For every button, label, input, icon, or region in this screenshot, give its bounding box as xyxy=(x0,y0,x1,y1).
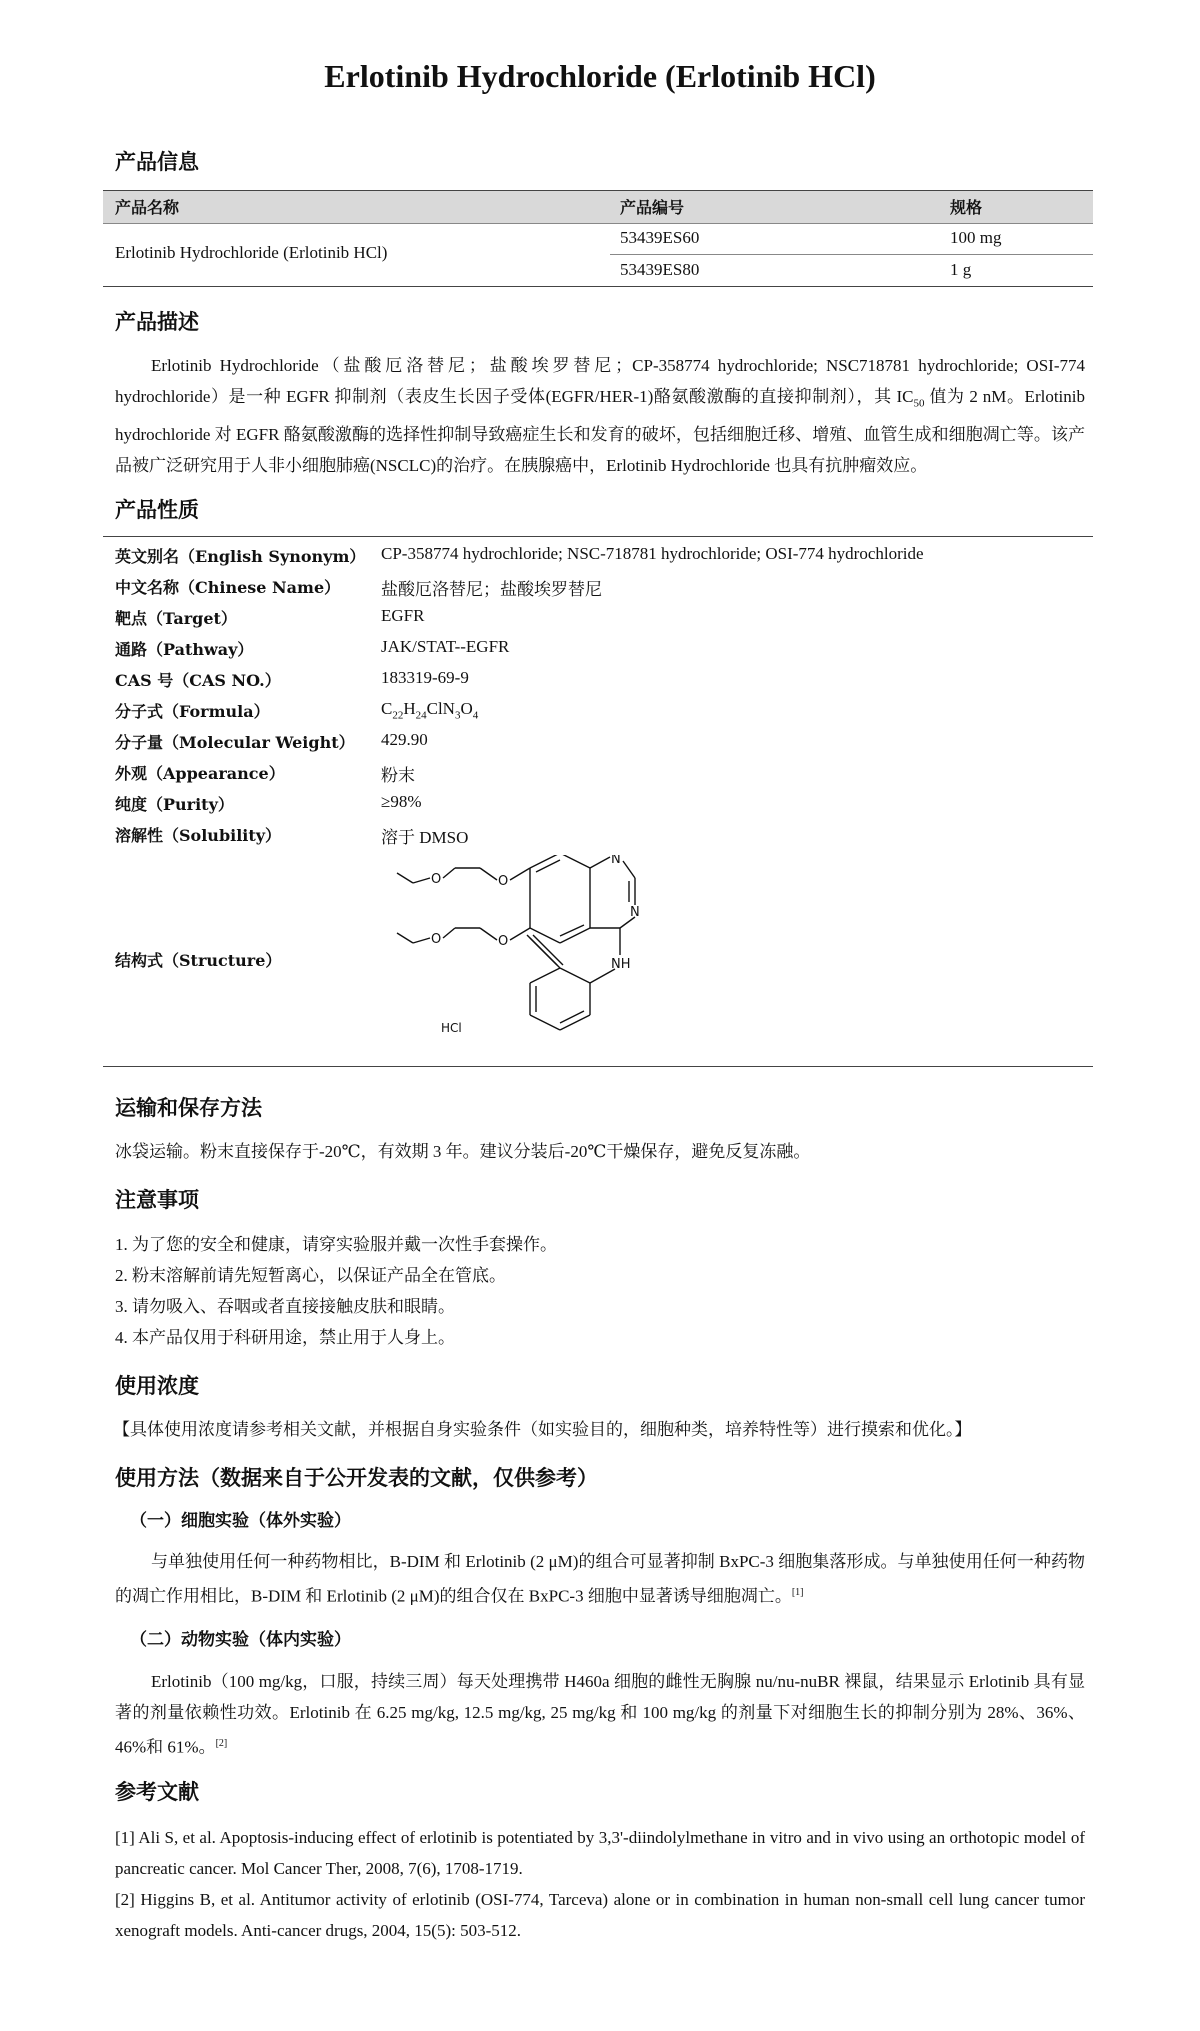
oxygen-atom-label: O xyxy=(431,872,442,887)
notes-heading: 注意事项 xyxy=(115,1188,199,1212)
product-info-table-header xyxy=(103,190,1093,224)
citation-marker: [1] xyxy=(791,1587,804,1598)
property-label: 中文名称（Chinese Name） xyxy=(115,578,341,597)
property-label: 靶点（Target） xyxy=(115,609,237,628)
property-label: 通路（Pathway） xyxy=(115,640,254,659)
animal-experiment-body: Erlotinib（100 mg/kg，口服，持续三周）每天处理携带 H460a 细胞的雌性无胸腺 nu/nu-nuBR 裸鼠，结果显示 Erlotinib 具有显著的剂量依赖性功效。Erlotinib 在 6.25 mg/kg, 12.5 mg/kg, 25 mg/kg 和 100 mg/kg 的剂量下对细胞生长的抑制分别为 28%、36%、46%和 61%。 xyxy=(115,1672,1085,1757)
table-bottom-rule xyxy=(103,286,1093,287)
properties-top-rule xyxy=(103,536,1093,537)
list-item: 1. 为了您的安全和健康，请穿实验服并戴一次性手套操作。 xyxy=(115,1235,557,1254)
cell-experiment-body: 与单独使用任何一种药物相比，B-DIM 和 Erlotinib (2 μM)的组合可显著抑制 BxPC-3 细胞集落形成。与单独使用任何一种药物的凋亡作用相比，B-DIM 和 Erlotinib (2 μM)的组合仅在 BxPC-3 细胞中显著诱导细胞凋亡。 xyxy=(115,1552,1085,1606)
table-row-divider xyxy=(610,254,1093,255)
oxygen-atom-label: O xyxy=(498,874,509,889)
property-value: 429.90 xyxy=(381,730,428,749)
cell-experiment-heading: （一）细胞实验（体外实验） xyxy=(130,1511,351,1531)
document-title: Erlotinib Hydrochloride (Erlotinib HCl) xyxy=(324,58,876,94)
property-value: JAK/STAT--EGFR xyxy=(381,637,510,656)
description-text-part1: Erlotinib Hydrochloride（盐酸厄洛替尼；盐酸埃罗替尼；CP-358774 hydrochloride; NSC718781 hydrochloride; OSI-774 hydrochloride）是一种 EGFR 抑制剂（表皮生长因子受体(EGFR/HER-1)酪氨酸激酶的直接抑制剂），其 IC xyxy=(115,356,1085,406)
list-item: 2. 粉末溶解前请先短暂离心，以保证产品全在管底。 xyxy=(115,1266,506,1285)
property-value: ≥98% xyxy=(381,792,422,811)
formula-subscript: 4 xyxy=(472,709,479,722)
property-row xyxy=(115,761,1095,792)
description-text-part2: 值为 2 nM。Erlotinib hydrochloride 对 EGFR 酪氨酸激酶的选择性抑制导致癌症生长和发育的破坏，包括细胞迁移、增殖、血管生成和细胞凋亡等。该产品被广泛研究用于人非小细胞肺癌(NSCLC)的治疗。在胰腺癌中，Erlotinib Hydrochloride 也具有抗肿瘤效应。 xyxy=(115,387,1085,476)
properties-bottom-rule xyxy=(103,1066,1093,1067)
concentration-text: 【具体使用浓度请参考相关文献，并根据自身实验条件（如实验目的，细胞种类，培养特性等）进行摸索和优化。】 xyxy=(113,1420,972,1439)
property-label: 分子量（Molecular Weight） xyxy=(115,733,355,752)
property-row xyxy=(115,668,1095,699)
property-label: 英文别名（English Synonym） xyxy=(115,547,366,566)
formula-element: ClN xyxy=(426,699,455,718)
formula-subscript: 22 xyxy=(392,709,404,722)
nitrogen-atom-label: N xyxy=(630,905,640,920)
col-product-code: 产品编号 xyxy=(620,198,685,217)
oxygen-atom-label: O xyxy=(498,934,509,949)
nitrogen-atom-label: N xyxy=(611,855,621,867)
structure-label: 结构式（Structure） xyxy=(115,951,282,970)
description-text xyxy=(115,350,1085,481)
list-item: 3. 请勿吸入、吞咽或者直接接触皮肤和眼睛。 xyxy=(115,1297,455,1316)
col-product-name: 产品名称 xyxy=(115,198,180,217)
description-heading: 产品描述 xyxy=(115,310,199,334)
amine-label: NH xyxy=(611,957,631,972)
animal-experiment-text xyxy=(115,1666,1085,1763)
property-value: 盐酸厄洛替尼；盐酸埃罗替尼 xyxy=(381,580,602,599)
product-info-heading: 产品信息 xyxy=(115,150,199,174)
formula-subscript: 24 xyxy=(415,709,427,722)
property-row xyxy=(115,823,1095,854)
property-label: 外观（Appearance） xyxy=(115,764,285,783)
col-spec: 规格 xyxy=(950,198,983,217)
formula-subscript: 3 xyxy=(454,709,461,722)
product-name-cell: Erlotinib Hydrochloride (Erlotinib HCl) xyxy=(115,243,388,262)
oxygen-atom-label: O xyxy=(431,932,442,947)
property-row xyxy=(115,637,1095,668)
citation-marker: [2] xyxy=(215,1738,228,1749)
product-code-cell: 53439ES60 xyxy=(620,228,700,247)
concentration-heading: 使用浓度 xyxy=(115,1374,199,1398)
references-heading: 参考文献 xyxy=(115,1780,199,1804)
formula-element: H xyxy=(403,699,416,718)
property-label: CAS 号（CAS NO.） xyxy=(115,671,281,690)
methods-heading: 使用方法（数据来自于公开发表的文献，仅供参考） xyxy=(115,1466,598,1490)
spec-cell: 1 g xyxy=(950,260,972,279)
property-value: 183319-69-9 xyxy=(381,668,469,687)
property-row xyxy=(115,544,1095,575)
formula-element: C xyxy=(381,699,393,718)
properties-heading: 产品性质 xyxy=(115,498,199,522)
formula-value xyxy=(381,699,478,721)
storage-heading: 运输和保存方法 xyxy=(115,1096,262,1120)
cell-experiment-text xyxy=(115,1546,1085,1612)
property-row xyxy=(115,575,1095,606)
reference-item: [1] Ali S, et al. Apoptosis-inducing effect of erlotinib is potentiated by 3,3'-diindolylmethane in vitro and in vivo using an orthotopic model of pancreatic cancer. Mol Cancer Ther, 2008, 7(6), 1708-1719. xyxy=(115,1828,1085,1878)
property-value: EGFR xyxy=(381,606,425,625)
hcl-label: HCl xyxy=(441,1021,462,1035)
product-code-cell: 53439ES80 xyxy=(620,260,700,279)
property-row xyxy=(115,606,1095,637)
ic50-subscript: 50 xyxy=(913,397,925,410)
property-value: 粉末 xyxy=(381,766,415,785)
storage-text: 冰袋运输。粉末直接保存于-20℃，有效期 3 年。建议分装后-20℃干燥保存，避免反复冻融。 xyxy=(115,1142,811,1161)
list-item: 4. 本产品仅用于科研用途，禁止用于人身上。 xyxy=(115,1328,455,1347)
animal-experiment-heading: （二）动物实验（体内实验） xyxy=(130,1630,351,1650)
spec-cell: 100 mg xyxy=(950,228,1002,247)
property-value: CP-358774 hydrochloride; NSC-718781 hydrochloride; OSI-774 hydrochloride xyxy=(381,544,924,563)
property-row xyxy=(115,730,1095,761)
property-label: 分子式（Formula） xyxy=(115,702,270,721)
property-row xyxy=(115,792,1095,823)
property-value: 溶于 DMSO xyxy=(381,828,469,847)
property-label: 溶解性（Solubility） xyxy=(115,826,282,845)
structure-diagram xyxy=(385,855,725,1055)
reference-item: [2] Higgins B, et al. Antitumor activity of erlotinib (OSI-774, Tarceva) alone or in combination in human non-small cell lung cancer tumor xenograft models. Anti-cancer drugs, 2004, 15(5): 503-512. xyxy=(115,1890,1085,1940)
formula-element: O xyxy=(460,699,473,718)
property-row xyxy=(115,699,1095,730)
property-label: 纯度（Purity） xyxy=(115,795,234,814)
